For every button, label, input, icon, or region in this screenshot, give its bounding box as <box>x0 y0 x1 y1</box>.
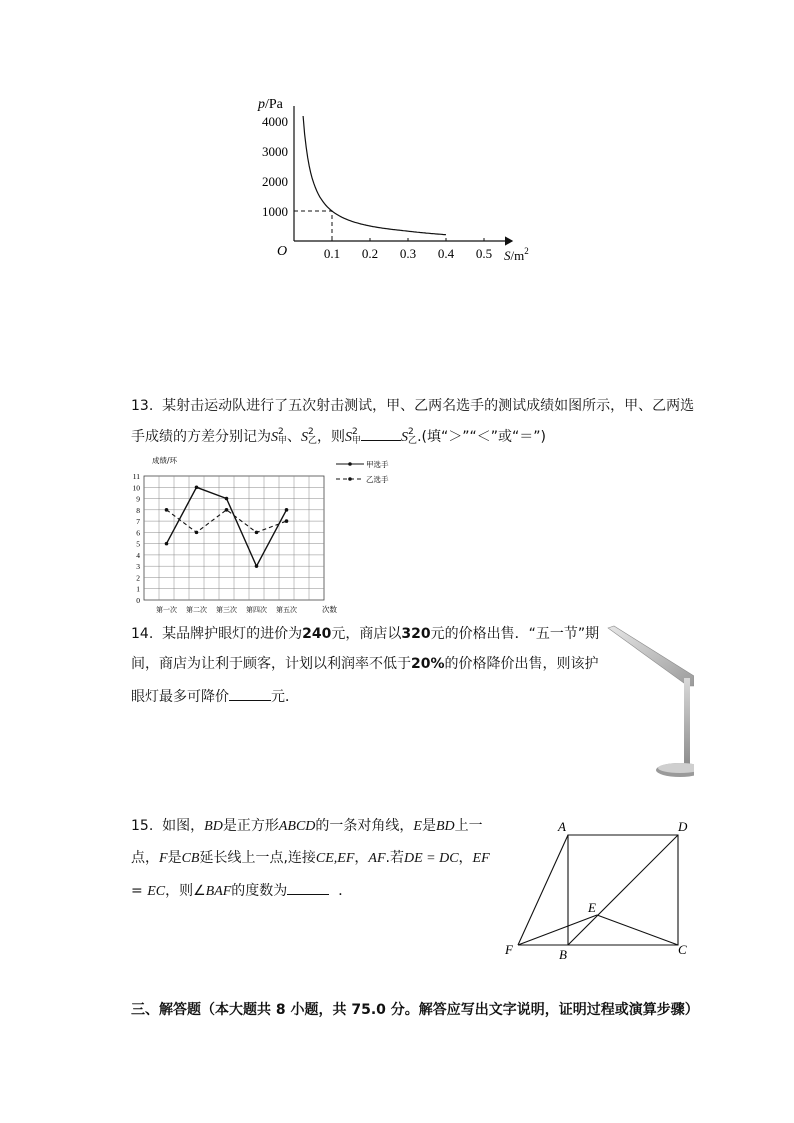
chart-x-tick: 第二次 <box>186 606 207 614</box>
chart-y-tick: 6 <box>136 528 140 538</box>
series-point <box>255 531 259 535</box>
y-axis-label: p/Pa <box>258 97 283 112</box>
q15-line2: 点，F是CB延长线上一点,连接CE,EF，AF.若DE = DC，EF <box>131 850 490 866</box>
q13-line2: 手成绩的方差分别记为S 2 甲 、S 2 乙 ，则S 2 甲 S 2 乙 .(填“＞”“＜”或“＝”) <box>131 427 546 446</box>
legend-label: 甲选手 <box>366 460 389 469</box>
chart-y-tick: 4 <box>136 550 140 560</box>
chart-xlabel: 次数 <box>322 605 337 614</box>
q14-line2: 间，商店为让利于顾客，计划以利润率不低于20%的价格降价出售，则该护 <box>131 656 599 672</box>
y-tick-label: 1000 <box>262 204 288 219</box>
x-tick-label: 0.2 <box>361 246 379 261</box>
label-D: D <box>678 819 688 834</box>
legend-label: 乙选手 <box>366 475 389 484</box>
series-point <box>195 531 199 535</box>
desk-lamp-image <box>600 620 694 782</box>
chart-x-tick: 第三次 <box>216 606 237 614</box>
chart-y-tick: 1 <box>136 584 140 594</box>
chart-y-tick: 10 <box>132 483 140 493</box>
chart-x-tick: 第四次 <box>246 606 267 614</box>
q14-line1: 14. 某品牌护眼灯的进价为240元，商店以320元的价格出售．“五一节”期 <box>131 626 600 642</box>
q14-answer-blank[interactable] <box>229 686 271 701</box>
pressure-curve <box>303 116 446 235</box>
legend-marker <box>348 477 352 481</box>
y-tick-label: 3000 <box>262 144 288 159</box>
series-point <box>225 497 229 501</box>
chart-ylabel: 成绩/环 <box>152 456 178 465</box>
segment-EC <box>597 915 678 945</box>
q15-line3: = EC，则∠BAF的度数为 ． <box>131 880 352 902</box>
label-C: C <box>678 942 687 957</box>
chart-x-tick: 第五次 <box>276 606 297 614</box>
label-F: F <box>505 942 513 957</box>
series-point <box>285 508 289 512</box>
chart-y-tick: 5 <box>136 539 140 549</box>
origin-label: O <box>277 244 288 259</box>
x-tick-label: 0.4 <box>437 246 455 261</box>
diagonal-BD <box>568 835 678 945</box>
chart-y-tick: 11 <box>132 472 140 481</box>
chart-y-tick: 0 <box>136 596 140 605</box>
y-tick-label: 2000 <box>262 174 288 189</box>
chart-y-tick: 9 <box>136 494 140 504</box>
chart-y-tick: 8 <box>136 505 140 515</box>
score-chart <box>128 452 398 618</box>
q14-line3: 眼灯最多可降价 元． <box>131 686 299 707</box>
x-tick-label: 0.3 <box>399 246 417 261</box>
square-geometry-figure <box>500 815 700 965</box>
series-point <box>225 508 229 512</box>
section3-title: 三、解答题（本大题共 8 小题，共 75.0 分。解答应写出文字说明，证明过程或演算步骤） <box>131 1002 699 1018</box>
legend-marker <box>348 462 352 466</box>
x-tick-label: 0.1 <box>323 246 341 261</box>
label-A: A <box>558 819 566 834</box>
q15-answer-blank[interactable] <box>287 880 329 895</box>
x-axis-label: $S/m^2$ <box>504 246 529 263</box>
pressure-graph <box>250 88 550 273</box>
q13-text-1: 某射击运动队进行了五次射击测试，甲、乙两名选手的测试成绩如图所示，甲、乙两选 <box>162 398 695 414</box>
reference-dashed-lines <box>294 211 332 241</box>
series-point <box>285 519 289 523</box>
q13-number: 13. <box>131 398 154 414</box>
chart-y-tick: 3 <box>136 562 140 572</box>
y-tick-label: 4000 <box>262 114 288 129</box>
q13-answer-blank[interactable] <box>361 426 401 441</box>
chart-y-tick: 7 <box>136 517 140 527</box>
chart-x-tick: 第一次 <box>156 606 177 614</box>
series-point <box>195 485 199 489</box>
series-point <box>165 542 169 546</box>
label-B: B <box>559 947 567 962</box>
x-tick-label: 0.5 <box>475 246 493 261</box>
q15-line1: 15. 如图，BD是正方形ABCD的一条对角线，E是BD上一 <box>131 818 483 834</box>
chart-y-tick: 2 <box>136 573 140 583</box>
series-point <box>255 564 259 568</box>
label-E: E <box>588 900 596 915</box>
series-point <box>165 508 169 512</box>
q13-line1 <box>131 396 694 416</box>
